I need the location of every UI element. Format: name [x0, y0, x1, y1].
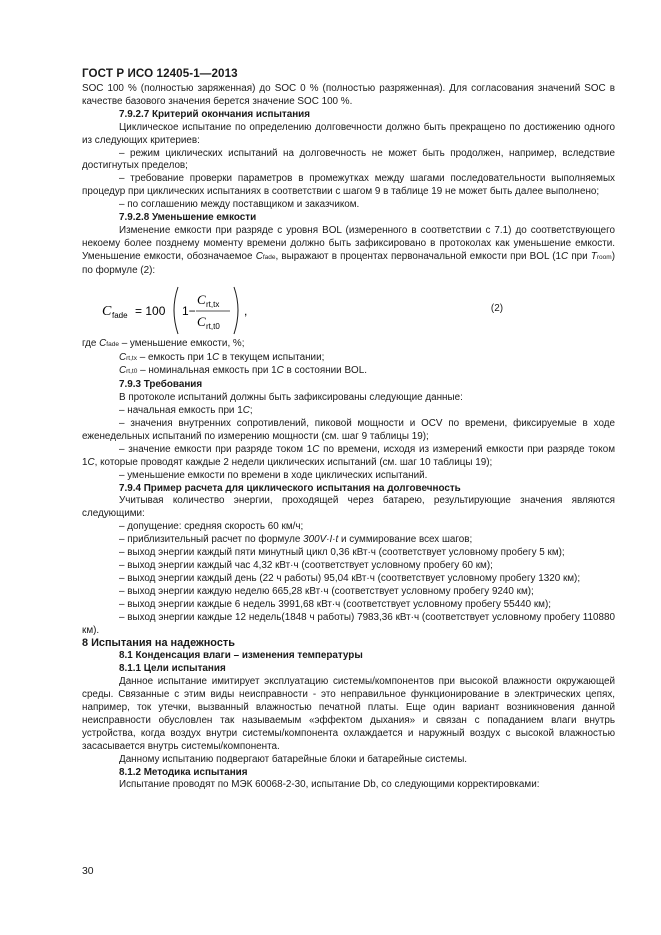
list-item: – допущение: средняя скорость 60 км/ч; [119, 521, 304, 533]
paragraph: Циклическое испытание по определению долговечности должно быть прекращено по достижению одного из следующих критериев: [82, 121, 615, 146]
list-item: – выход энергии каждый день (22 ч работы) 95,04 кВт·ч (соответствует условному пробегу 1320 км); [119, 572, 581, 584]
formula-one: 1− [182, 303, 196, 318]
definition: Crt,tx – емкость при 1C в текущем испытании; [119, 351, 325, 363]
formula-den-sub: rt,t0 [206, 321, 220, 331]
section-8-title: 8 Испытания на надежность [82, 637, 235, 650]
list-item: – значение емкости при разряде током 1C по времени, исходя из измерений емкости при разряде током 1C, которые проводят каждые 2 недели циклических испытаний (см. шаг 10 таблицы 19); [82, 443, 616, 468]
list-item: – выход энергии каждые 6 недель 3991,68 кВт·ч (соответствует условному пробегу 55440 км); [119, 598, 552, 610]
formula-num-sub: rt,tx [206, 299, 220, 309]
paragraph: SOC 100 % (полностью заряженная) до SOC 0 % (полностью разряженная). Для согласования значений SOC в качестве базового значения берется значение SOC 100 %. [82, 83, 615, 107]
formula-lhs-sub: fade [112, 310, 128, 320]
list-item: – выход энергии каждые 12 недель(1848 ч работы) 7983,36 кВт·ч (соответствует условному пробегу 110880 км). [82, 611, 615, 636]
formula-number: (2) [490, 302, 503, 314]
list-item: – режим циклических испытаний на долговечность не может быть продолжен, например, вследствие достигнутых пределов; [82, 147, 615, 172]
definition: Crt,t0 – номинальная емкость при 1C в состоянии BOL. [119, 365, 367, 377]
list-item: – значения внутренних сопротивлений, пиковой мощности и OCV по времени, фиксируемые в ходе еженедельных испытаний по измерению мощности (см. шаг 9 таблицы 19); [82, 418, 615, 442]
page-number: 30 [82, 866, 94, 877]
formula-lhs: C [102, 303, 112, 319]
formula-den: C [197, 313, 206, 329]
paragraph: Изменение емкости при разряде с уровня BOL (измеренного в соответствии с 7.1) до соответствующего некоему более позднему моменту времени должно быть зафиксировано в протоколах как уменьшение емкости. Уменьшение емкости, обозначаемое Cfade, выражают в процентах первоначальной емкости при BOL (1C при Troom) по формуле (2): [82, 224, 615, 276]
heading-7-9-4: 7.9.4 Пример расчета для циклического испытания на долговечность [119, 482, 461, 494]
paragraph: Испытание проводят по МЭК 60068-2-30, испытание Db, со следующими корректировками: [119, 779, 540, 791]
list-item: – начальная емкость при 1C; [119, 405, 253, 417]
page-header: ГОСТ Р ИСО 12405-1—2013 [82, 67, 238, 80]
paragraph: Данному испытанию подвергают батарейные блоки и батарейные системы. [119, 753, 468, 765]
formula-eq: = 100 [135, 303, 166, 318]
paragraph: В протоколе испытаний должны быть зафиксированы следующие данные: [119, 392, 463, 404]
formula-graphic [98, 282, 248, 338]
formula-2 [82, 278, 615, 338]
heading-8-1-2: 8.1.2 Методика испытания [119, 766, 248, 778]
list-item: – выход энергии каждый час 4,32 кВт·ч (соответствует условному пробегу 60 км); [119, 560, 493, 571]
heading-8-1: 8.1 Конденсация влаги – изменения температуры [119, 650, 363, 662]
paragraph: Данное испытание имитирует эксплуатацию системы/компонентов при высокой влажности окружающей среды. Связанные с этим виды неисправности - это неправильное функционирование в электрических цепях, например, ток утечки, вызванный влажностью печатной платы. Еще один вариант возникновения данной неисправности обусловлен так называемым «эффектом дыхания» и связан с попаданием влаги внутрь устройства, когда воздух внутри системы/компонента охлаждается и наружный воздух с высокой влажностью засасывается внутрь системы/компонента. [82, 676, 615, 752]
heading-7-9-3: 7.9.3 Требования [119, 379, 203, 391]
list-item: – требование проверки параметров в промежутках между шагами последовательности выполняемых процедур при циклических испытаниях в соответствии с шагом 9 в таблице 19 не может быть далее выполнено; [82, 173, 615, 198]
list-item: – приблизительный расчет по формуле 300V·I·t и суммирование всех шагов; [119, 534, 473, 546]
list-item: – выход энергии каждую неделю 665,28 кВт·ч (соответствует условному пробегу 9240 км); [119, 585, 534, 597]
heading-7-9-2-7: 7.9.2.7 Критерий окончания испытания [119, 108, 311, 120]
page-body [82, 83, 615, 792]
formula-num: C [197, 291, 206, 307]
list-item: – выход энергии каждый пяти минутный цикл 0,36 кВт·ч (соответствует условному пробегу 5 км); [119, 547, 565, 559]
list-item: – по соглашению между поставщиком и заказчиком. [119, 199, 360, 211]
definition: где Cfade – уменьшение емкости, %; [82, 337, 245, 349]
heading-8-1-1: 8.1.1 Цели испытания [119, 663, 226, 675]
formula-comma: , [244, 303, 248, 318]
list-item: – уменьшение емкости по времени в ходе циклических испытаний. [119, 469, 428, 481]
paragraph: Учитывая количество энергии, проходящей через батарею, результирующие значения являются следующими: [82, 495, 615, 520]
heading-7-9-2-8: 7.9.2.8 Уменьшение емкости [119, 212, 257, 224]
